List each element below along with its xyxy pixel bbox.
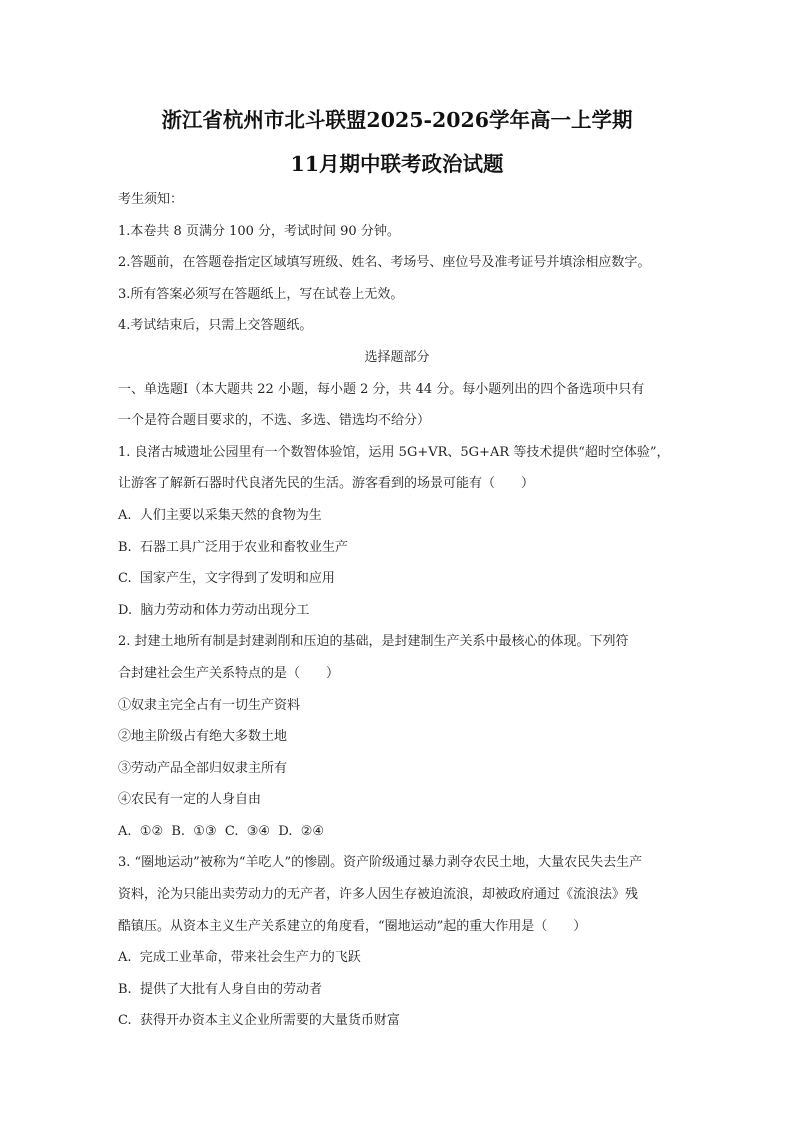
question-1-option-c: C. 国家产生，文字得到了发明和应用 [118, 571, 335, 587]
exam-title-line2: 11月期中联考政治试题 [290, 152, 504, 176]
exam-body [118, 184, 676, 1037]
notice-item: 4.考试结束后，只需上交答题纸。 [118, 318, 313, 334]
question-3-option-b: B. 提供了大批有人身自由的劳动者 [118, 981, 322, 997]
notice-item: 1.本卷共 8 页满分 100 分，考试时间 90 分钟。 [118, 223, 400, 239]
question-2-options: A. ①② B. ①③ C. ③④ D. ②④ [118, 823, 325, 839]
question-2-stem: 2. 封建土地所有制是封建剥削和压迫的基础，是封建制生产关系中最核心的体现。下列符 [118, 634, 629, 650]
notice-heading: 考生须知： [118, 192, 184, 207]
question-2-item-2: ②地主阶级占有绝大多数土地 [118, 729, 288, 745]
part1-instructions: 一、单选题Ⅰ（本大题共 22 小题，每小题 2 分，共 44 分。每小题列出的四个备选项中只有 [118, 381, 645, 397]
question-1-stem: 1. 良渚古城遗址公园里有一个数智体验馆，运用 5G+VR、5G+AR 等技术提供“超时空体验”， [118, 444, 670, 460]
question-2-item-1: ①奴隶主完全占有一切生产资料 [118, 697, 301, 713]
question-3-option-c: C. 获得开办资本主义企业所需要的大量货币财富 [118, 1013, 400, 1029]
question-3-stem: 3. “圈地运动”被称为“羊吃人”的惨剧。资产阶级通过暴力剥夺农民土地，大量农民失去生产 [118, 855, 643, 871]
question-3-option-a: A. 完成工业革命，带来社会生产力的飞跃 [118, 950, 361, 966]
question-1-option-b: B. 石器工具广泛用于农业和畜牧业生产 [118, 539, 348, 555]
question-1-option-a: A. 人们主要以采集天然的食物为生 [118, 507, 322, 523]
question-2-item-4: ④农民有一定的人身自由 [118, 792, 262, 808]
question-2-stem-cont: 合封建社会生产关系特点的是（ ） [118, 665, 340, 681]
part1-instructions-cont: 一个是符合题目要求的，不选、多选、错选均不给分） [118, 413, 431, 429]
notice-item: 2.答题前，在答题卷指定区域填写班级、姓名、考场号、座位号及准考证号并填涂相应数字。 [118, 255, 651, 271]
question-2-item-3: ③劳动产品全部归奴隶主所有 [118, 760, 288, 776]
question-3-stem-cont: 资料，沦为只能出卖劳动力的无产者，许多人因生存被迫流浪，却被政府通过《流浪法》残 [118, 887, 639, 903]
exam-title-line1: 浙江省杭州市北斗联盟2025-2026学年高一上学期 [161, 108, 633, 132]
section-title: 选择题部分 [364, 349, 430, 365]
question-3-stem-cont: 酷镇压。从资本主义生产关系建立的角度看，“圈地运动”起的重大作用是（ ） [118, 918, 587, 934]
notice-item: 3.所有答案必须写在答题纸上，写在试卷上无效。 [118, 286, 404, 302]
question-1-stem-cont: 让游客了解新石器时代良渚先民的生活。游客看到的场景可能有（ ） [118, 476, 535, 492]
question-1-option-d: D. 脑力劳动和体力劳动出现分工 [118, 602, 310, 618]
